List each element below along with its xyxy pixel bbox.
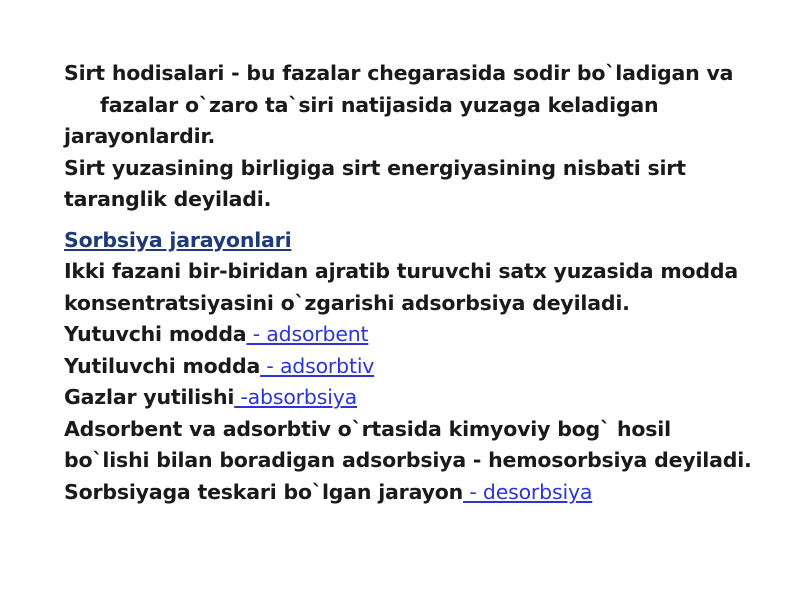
adsorption-line-2: konsentratsiyasini o`zgarishi adsorbsiya deyiladi. bbox=[64, 290, 630, 315]
tension-line-2: taranglik deyiladi. bbox=[64, 187, 272, 211]
term-link-adsorbent[interactable]: - adsorbent bbox=[246, 322, 369, 346]
desorption-label: Sorbsiyaga teskari bo`lgan jarayon bbox=[64, 479, 464, 504]
term-line-adsorbent bbox=[64, 319, 764, 351]
term-label-adsorbent: Yutuvchi modda bbox=[64, 322, 247, 346]
sorption-heading-link[interactable]: Sorbsiya jarayonlari bbox=[64, 227, 292, 252]
definition-line-1: Sirt hodisalari - bu fazalar chegarasida sodir bo`ladigan va bbox=[64, 61, 734, 85]
term-label-adsorbtiv: Yutiluvchi modda bbox=[64, 353, 261, 378]
term-label-absorbsiya: Gazlar yutilishi bbox=[64, 385, 235, 409]
chemisorption-line-2: bo`lishi bilan boradigan adsorbsiya - hemosorbsiya deyiladi. bbox=[64, 448, 752, 472]
term-link-adsorbtiv[interactable]: - adsorbtiv bbox=[260, 353, 375, 378]
desorption-line bbox=[64, 477, 764, 509]
term-line-adsorbtiv bbox=[64, 351, 764, 383]
definition-line-3: jarayonlardir. bbox=[64, 124, 216, 148]
term-link-absorbsiya[interactable]: -absorbsiya bbox=[234, 385, 357, 409]
desorption-link[interactable]: - desorbsiya bbox=[463, 479, 593, 504]
chemisorption-line-1: Adsorbent va adsorbtiv o`rtasida kimyoviy bog` hosil bbox=[64, 416, 671, 441]
definition-line-2: fazalar o`zaro ta`siri natijasida yuzaga keladigan bbox=[100, 92, 659, 117]
term-line-absorbsiya bbox=[64, 382, 764, 414]
tension-line-1: Sirt yuzasining birligiga sirt energiyasining nisbati sirt bbox=[64, 155, 686, 180]
sorption-heading bbox=[64, 225, 764, 257]
slide-text bbox=[64, 58, 764, 508]
adsorption-line-1: Ikki fazani bir-biridan ajratib turuvchi satx yuzasida modda bbox=[64, 259, 738, 283]
